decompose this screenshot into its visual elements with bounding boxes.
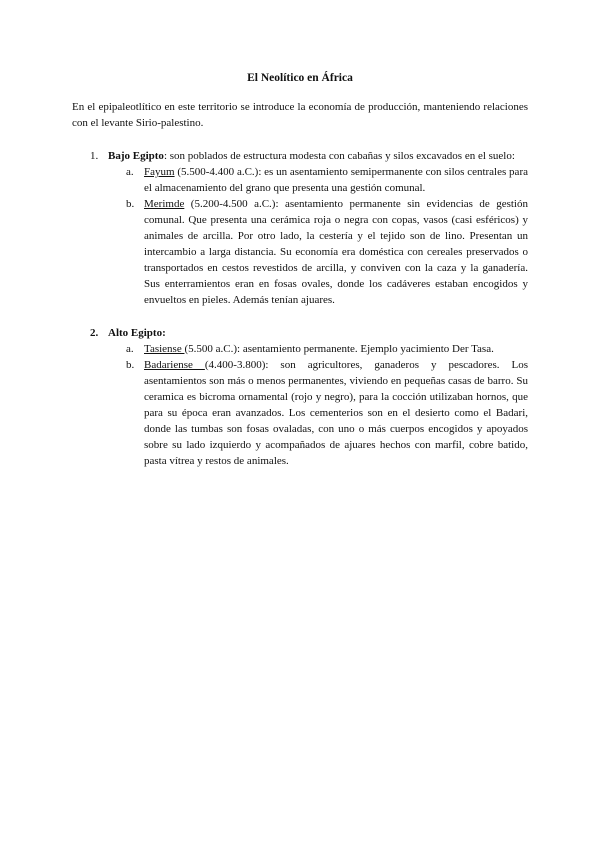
list-number: 1. bbox=[90, 150, 99, 162]
item-text: (4.400-3.800): son agricultores, ganaderos y pescadores. Los asentamientos son más o menos permanentes, viviendo en pequeñas casas de barro. Su ceramica es bicroma ornamental (rojo y negro), para la cocción utilizaban hornos, que para su época eran avanzados. Los cementerios son en el desierto como el Badari, donde las tumbas son fosas ovaladas, con uno o más cuerpos encogidos y apoyados sobre su lado izquierdo y acompañados de ajuares hechos con marfil, cobre batido, pasta vítrea y restos de animales. bbox=[144, 359, 528, 467]
term-tasiense: Tasiense bbox=[144, 343, 185, 355]
term-fayum: Fayum bbox=[144, 166, 175, 178]
sub-letter: a. bbox=[126, 343, 134, 355]
section-heading-text: : son poblados de estructura modesta con cabañas y silos excavados en el suelo: bbox=[163, 150, 515, 162]
sub-item-merimde bbox=[72, 196, 528, 308]
item-text: (5.500-4.400 a.C.): es un asentamiento semipermanente con silos centrales para el almacenamiento del grano que presenta una gestión comunal. bbox=[144, 166, 528, 194]
list-item-alto-egipto bbox=[72, 325, 528, 469]
sub-letter: b. bbox=[126, 198, 135, 210]
section-heading-label: Alto Egipto: bbox=[108, 327, 166, 339]
term-merimde: Merimde bbox=[144, 198, 185, 210]
list-number: 2. bbox=[90, 327, 99, 339]
sub-list bbox=[72, 341, 528, 469]
sub-item-fayum bbox=[72, 164, 528, 196]
document-page bbox=[72, 70, 528, 469]
list-item-bajo-egipto bbox=[72, 148, 528, 308]
section-heading bbox=[108, 325, 528, 341]
term-badariense: Badariense bbox=[144, 359, 205, 371]
sub-item-tasiense bbox=[72, 341, 528, 357]
document-title: El Neolítico en África bbox=[247, 72, 353, 84]
sub-letter: a. bbox=[126, 166, 134, 178]
sub-item-badariense bbox=[72, 357, 528, 469]
item-text: (5.200-4.500 a.C.): asentamiento permanente sin evidencias de gestión comunal. Que presenta una cerámica roja o negra con copas, vasos (casi esféricos) y animales de arcilla. Por otro lado, la cestería y el tejido son de lino. Presentan un intercambio a larga distancia. Su economía era doméstica con cereales preservados o transportados en cestos revestidos de arcilla, y conviven con la caza y la ganadería. Sus enterramientos eran en fosas ovales, donde los cadáveres estaban encogidos y envueltos en pieles. Además tenían ajuares. bbox=[144, 198, 528, 306]
item-text: (5.500 a.C.): asentamiento permanente. Ejemplo yacimiento Der Tasa. bbox=[184, 343, 494, 355]
intro-paragraph: En el epipaleotlítico en este territorio se introduce la economía de producción, manteniendo relaciones con el levante Sirio-palestino. bbox=[72, 101, 528, 129]
sub-list bbox=[72, 164, 528, 308]
section-heading bbox=[108, 148, 528, 164]
section-heading-label: Bajo Egipto bbox=[108, 150, 164, 162]
sub-letter: b. bbox=[126, 359, 135, 371]
main-list bbox=[72, 148, 528, 469]
